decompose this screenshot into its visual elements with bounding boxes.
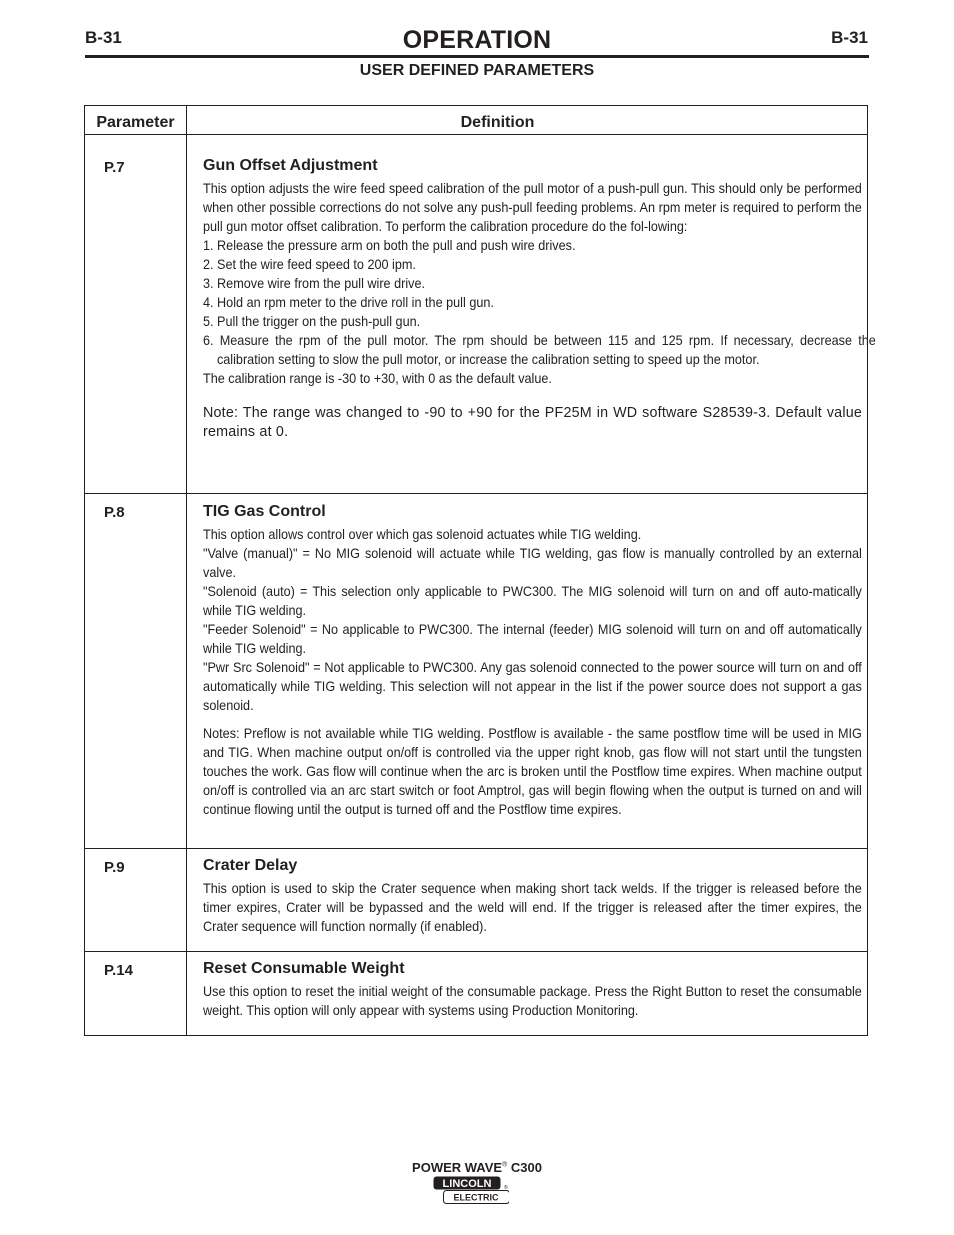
parameter-code: P.8 bbox=[104, 504, 125, 521]
definition-title: Crater Delay bbox=[203, 857, 298, 874]
step-item: 1. Release the pressure arm on both the pull and push wire drives. bbox=[203, 238, 576, 253]
definition-text: "Pwr Src Solenoid" = Not applicable to PWC300. Any gas solenoid connected to the power source will turn on and off automatically while TIG welding. This selection will not appear in the list if the power source does not support a gas solenoid. bbox=[203, 660, 862, 713]
title-rule bbox=[85, 55, 869, 58]
definition-title: Reset Consumable Weight bbox=[203, 960, 405, 977]
product-model: C300 bbox=[510, 1160, 542, 1175]
header-parameter: Parameter bbox=[96, 114, 175, 131]
table-row bbox=[84, 849, 868, 952]
lincoln-electric-logo bbox=[433, 1176, 509, 1205]
definition-cell bbox=[187, 494, 868, 848]
parameter-code: P.14 bbox=[104, 962, 133, 979]
definition-text: "Valve (manual)" = No MIG solenoid will actuate while TIG welding, gas flow is manually controlled by an external valve. bbox=[203, 546, 862, 580]
step-item: 6. Measure the rpm of the pull motor. The rpm should be between 115 and 125 rpm. If necessary, decrease the calibration setting to slow the pull motor, or increase the calibration setting to speed up the motor. bbox=[203, 333, 876, 367]
definition-cell bbox=[187, 135, 876, 493]
table-row bbox=[84, 952, 868, 1035]
parameter-code: P.7 bbox=[104, 159, 125, 176]
definition-text: The calibration range is -30 to +30, with 0 as the default value. bbox=[203, 371, 552, 386]
svg-text:®: ® bbox=[504, 1185, 508, 1191]
footer-product bbox=[0, 1160, 954, 1175]
svg-text:LINCOLN: LINCOLN bbox=[442, 1178, 492, 1190]
header-definition: Definition bbox=[460, 114, 535, 131]
table-border-left bbox=[84, 106, 85, 1035]
registered-mark: ® bbox=[502, 1161, 508, 1169]
parameter-code: P.9 bbox=[104, 859, 125, 876]
definition-cell bbox=[187, 952, 868, 1035]
section-subtitle: USER DEFINED PARAMETERS bbox=[359, 62, 595, 79]
definition-cell bbox=[187, 849, 868, 951]
page-title: OPERATION bbox=[402, 26, 552, 54]
table-row bbox=[84, 494, 868, 849]
definition-note: Note: The range was changed to -90 to +90 for the PF25M in WD software S28539-3. Default value remains at 0. bbox=[203, 405, 862, 440]
definition-text: "Solenoid (auto) = This selection only applicable to PWC300. The MIG solenoid will turn on and off auto-matically while TIG welding. bbox=[203, 584, 862, 618]
definition-text: Use this option to reset the initial weight of the consumable package. Press the Right Button to reset the consumable weight. This option will only appear with systems using Production Monitoring. bbox=[203, 984, 862, 1018]
definition-text: "Feeder Solenoid" = No applicable to PWC300. The internal (feeder) MIG solenoid will turn on and off automatically while TIG welding. bbox=[203, 622, 862, 656]
table-header bbox=[84, 106, 868, 135]
svg-text:ELECTRIC: ELECTRIC bbox=[453, 1192, 499, 1203]
table-border-right bbox=[867, 106, 868, 1035]
step-item: 5. Pull the trigger on the push-pull gun. bbox=[203, 314, 421, 329]
definition-note: Notes: Preflow is not available while TIG welding. Postflow is available - the same postflow time will be used in MIG and TIG. When machine output on/off is controlled via the upper right knob, gas flow will not start until the tungsten touches the work. Gas flow will continue when the arc is broken until the Postflow time expires. When machine output on/off is controlled via an arc start switch or foot Amptrol, gas will begin flowing when the output is turned on and will continue flowing until the output is turned off and the Postflow time expires. bbox=[203, 726, 862, 817]
definition-text: This option allows control over which gas solenoid actuates while TIG welding. bbox=[203, 527, 642, 542]
product-name: POWER WAVE bbox=[412, 1160, 503, 1175]
step-item: 2. Set the wire feed speed to 200 ipm. bbox=[203, 257, 416, 272]
definition-text: This option is used to skip the Crater sequence when making short tack welds. If the trigger is released before the timer expires, Crater will be bypassed and the weld will end. If the trigger is released after the timer expires, the Crater sequence will function normally (if enabled). bbox=[203, 881, 862, 934]
step-item: 4. Hold an rpm meter to the drive roll in the pull gun. bbox=[203, 295, 494, 310]
page-number-left: B-31 bbox=[85, 28, 122, 47]
parameter-table bbox=[84, 105, 876, 1036]
column-divider bbox=[186, 106, 187, 1035]
definition-title: TIG Gas Control bbox=[203, 503, 326, 520]
page-number-right: B-31 bbox=[831, 28, 868, 47]
definition-text: This option adjusts the wire feed speed calibration of the pull motor of a push-pull gun. This should only be performed when other possible corrections do not solve any push-pull feeding problems. An rpm meter is required to perform the pull gun motor offset calibration. To perform the calibration procedure do the fol-lowing: bbox=[203, 181, 862, 234]
table-row bbox=[84, 135, 876, 494]
definition-title: Gun Offset Adjustment bbox=[203, 157, 378, 174]
step-item: 3. Remove wire from the pull wire drive. bbox=[203, 276, 426, 291]
